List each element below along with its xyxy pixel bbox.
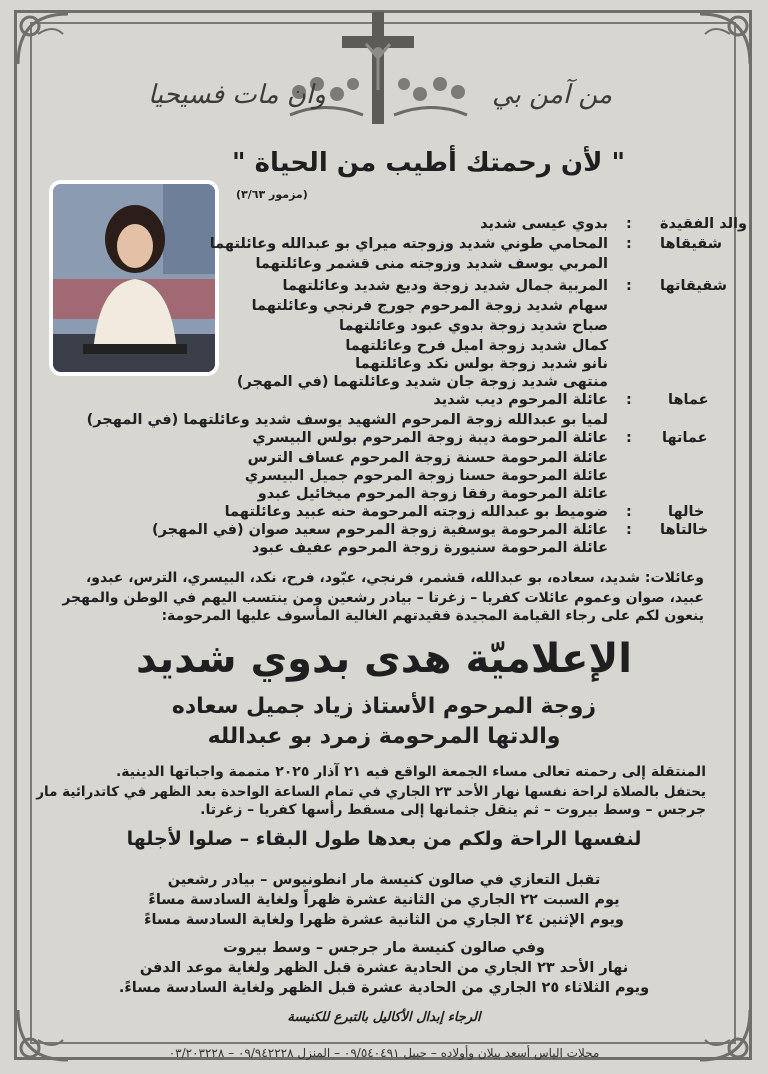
verse-reference: (مزمور ٣/٦٣)	[236, 188, 308, 201]
deceased-husband-wrap	[0, 694, 768, 719]
maternal-uncle-label: خالها	[668, 504, 705, 520]
list-item: المربي يوسف شديد وزوجته منى قشمر وعائلتهما	[255, 256, 608, 272]
passing-line: جرجس – وسط بيروت – ثم ينقل جثمانها إلى مسقط رأسها كفريا – زغرتا.	[200, 802, 706, 818]
colon: :	[626, 236, 632, 252]
prayer-wrap	[0, 828, 768, 850]
list-item: سهام شديد زوجة المرحوم جورج فرنجي وعائلتهما	[251, 298, 608, 314]
colon: :	[626, 430, 632, 446]
list-item: عائلة المرحومة حسنا زوجة المرحوم جميل البيسري	[244, 468, 608, 484]
list-item: كمال شديد زوجة اميل فرح وعائلتهما	[345, 338, 608, 354]
list-item: المربية جمال شديد زوجة وديع شديد وعائلتهما	[282, 278, 608, 294]
colon: :	[626, 392, 632, 408]
list-item: عائلة المرحومة ديبة زوجة المرحوم بولس البيسري	[252, 430, 608, 446]
families-line: عبيد، صوان وعموم عائلات كفريا – زغرتا – بيادر رشعين ومن ينتسب اليهم في الوطن والمهجر	[62, 590, 704, 606]
aunts-label: عماتها	[662, 430, 708, 446]
condolences-1-wrap	[0, 870, 768, 930]
verse: " لأن رحمتك أطيب من الحياة "	[232, 148, 626, 178]
father-label: والد الفقيدة	[660, 216, 747, 232]
list-item: عائلة المرحوم ديب شديد	[433, 392, 608, 408]
condolence-line: يوم السبت ٢٢ الجاري من الثانية عشرة ظهراً ولغاية السادسة مساءً	[148, 892, 620, 908]
portrait-icon	[53, 184, 215, 372]
prayer: لنفسها الراحة ولكم من بعدها طول البقاء – صلوا لأجلها	[126, 828, 642, 850]
families-line: وعائلات: شديد، سعاده، بو عبدالله، قشمر، فرنجي، عبّود، فرح، نكد، البيسري، الترس، عبدو،	[85, 570, 704, 586]
corner-ornament-icon	[8, 4, 78, 74]
brothers-label: شقيقاها	[660, 236, 722, 252]
request-wrap	[0, 1006, 768, 1025]
list-item: ضوميط بو عبدالله زوجته المرحومة حنه عبيد وعائلتهما	[224, 504, 608, 520]
list-item: عائلة المرحومة حسنة زوجة المرحوم عساف الترس	[247, 450, 608, 466]
header-left-phrase: وان مات فسيحيا	[148, 80, 326, 110]
colon: :	[626, 216, 632, 232]
list-item: لميا بو عبدالله زوجة المرحوم الشهيد يوسف شديد وعائلتهما (في المهجر)	[86, 412, 608, 428]
list-item: منتهى شديد زوجة جان شديد وعائلتهما (في المهجر)	[236, 374, 608, 390]
list-item: عائلة المرحومة رفقا زوجة المرحوم ميخائيل عبدو	[257, 486, 608, 502]
father-name: بدوي عيسى شديد	[480, 216, 608, 232]
maternal-aunts-label: خالتاها	[660, 522, 709, 538]
condolence-line: ويوم الثلاثاء ٢٥ الجاري من الحادية عشرة قبل الظهر ولغاية السادسة مساءً.	[118, 980, 650, 996]
uncles-label: عماها	[668, 392, 709, 408]
list-item: نانو شديد زوجة بولس نكد وعائلتهما	[355, 356, 608, 372]
list-item: عائلة المرحومة يوسفية زوجة المرحوم سعيد صوان (في المهجر)	[151, 522, 608, 538]
passing-line: المنتقلة إلى رحمته تعالى مساء الجمعة الواقع فيه ٢١ آذار ٢٠٢٥ متممة واجباتها الدينية.	[115, 764, 706, 780]
condolence-line: تقبل التعازي في صالون كنيسة مار انطونيوس – بيادر رشعين	[167, 872, 601, 888]
funeral-home-footer: محلات الياس أسعد بيلان وأولاده – جبيل ٠٩/٥٤٠٤٩١ – المنزل ٠٩/٩٤٢٢٢٨ – ٠٣/٢٠٣٢٢٨	[168, 1046, 600, 1060]
list-item: صباح شديد زوجة بدوي عبود وعائلتهما	[339, 318, 608, 334]
corner-ornament-icon	[690, 4, 760, 74]
condolence-line: وفي صالون كنيسة مار جرجس – وسط بيروت	[223, 940, 545, 956]
deceased-mother: والدتها المرحومة زمرد بو عبدالله	[207, 724, 561, 749]
deceased-name: الإعلاميّة هدى بدوي شديد	[135, 636, 633, 682]
deceased-photo	[49, 180, 219, 376]
list-item: عائلة المرحومة سنيورة زوجة المرحوم عفيف عبود	[251, 540, 608, 556]
condolence-line: نهار الأحد ٢٣ الجاري من الحادية عشرة قبل الظهر ولغاية موعد الدفن	[139, 960, 629, 976]
colon: :	[626, 504, 632, 520]
header-right-phrase: من آمن بي	[492, 80, 613, 110]
passing-line: يحتفل بالصلاة لراحة نفسها نهار الأحد ٢٣ الجاري في تمام الساعة الواحدة بعد الظهر في كاتدرائية مار	[36, 784, 706, 800]
colon: :	[626, 278, 632, 294]
deceased-husband: زوجة المرحوم الأستاذ زياد جميل سعاده	[171, 694, 597, 719]
footer-wrap	[0, 1042, 768, 1061]
condolence-line: ويوم الإثنين ٢٤ الجاري من الثانية عشرة ظهرا ولغاية السادسة مساءً	[144, 912, 624, 928]
flowers-icon	[392, 70, 472, 120]
colon: :	[626, 522, 632, 538]
deceased-mother-wrap	[0, 724, 768, 749]
request-text: الرجاء إبدال الأكاليل بالتبرع للكنيسة	[287, 1010, 481, 1025]
condolences-2-wrap	[0, 938, 768, 998]
sisters-label: شقيقاتها	[660, 278, 727, 294]
list-item: المحامي طوني شديد وزوجته ميراي بو عبدالله وعائلتهما	[209, 236, 608, 252]
families-line: ينعون لكم على رجاء القيامة المجيدة فقيدتهم الغالية المأسوف عليها المرحومة:	[161, 608, 704, 624]
deceased-name-wrap	[0, 636, 768, 682]
